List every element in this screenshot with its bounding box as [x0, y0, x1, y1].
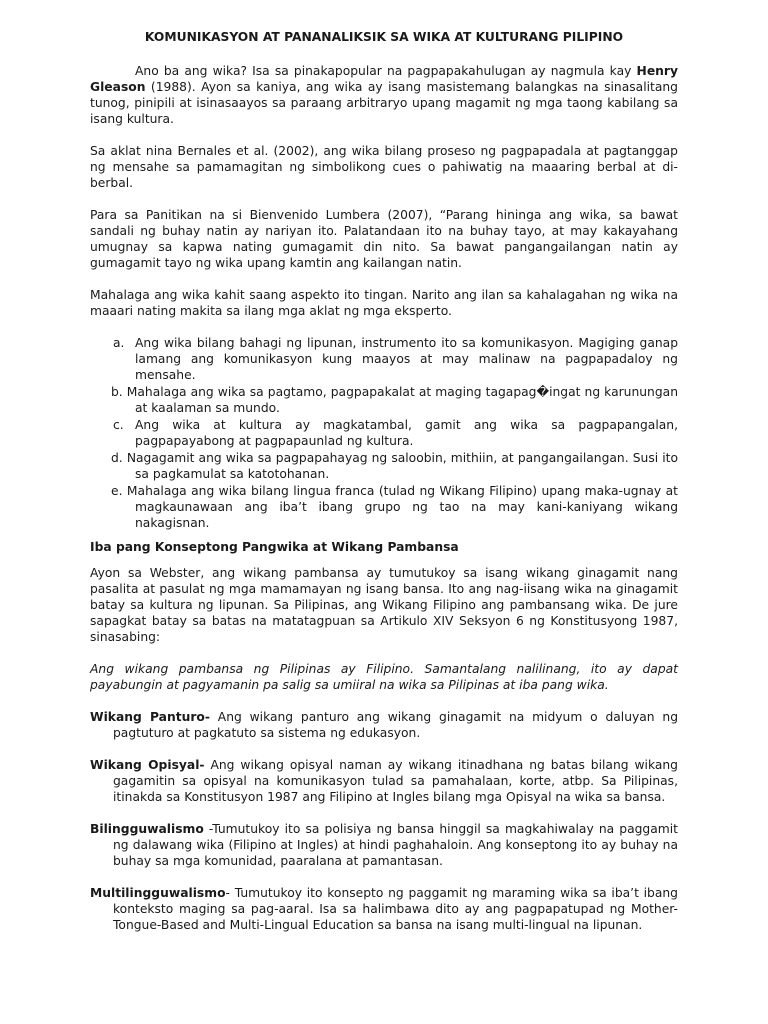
- bold-name: Henry Gleason: [90, 64, 678, 94]
- list-marker: c.: [113, 418, 124, 432]
- list-item: c. Ang wika at kultura ay magkatambal, gamit ang wika sa pagpapangalan, pagpapayabong at pagpapaunlad ng kultura.: [113, 418, 678, 448]
- list-item: b. Mahalaga ang wika sa pagtamo, pagpapakalat at maging tagapag�ingat ng karunungan at kaalaman sa mundo.: [111, 385, 678, 415]
- list-item: a. Ang wika bilang bahagi ng lipunan, instrumento ito sa komunikasyon. Magiging ganap lamang ang komunikasyon kung maayos at may malinaw na pagpapadaloy ng mensahe.: [113, 336, 678, 382]
- paragraph-bernales: Sa aklat nina Bernales et al. (2002), ang wika bilang proseso ng pagpapadala at pagtanggap ng mensahe sa pamamagitan ng simbolikong cues o pahiwatig na maaaring berbal at di-berbal.: [90, 144, 678, 190]
- term-bilingguwalismo: Bilingguwalismo -Tumutukoy ito sa polisiya ng bansa hinggil sa magkahiwalay na paggamit ng dalawang wika (Filipino at Ingles) at hindi paghahaloin. Ang konseptong ito ay buhay na buhay sa mga komunidad, paaralana at pamantasan.: [90, 822, 678, 868]
- list-marker: e.: [111, 484, 123, 498]
- term-wikang-opisyal: Wikang Opisyal- Ang wikang opisyal naman ay wikang itinadhana ng batas bilang wikang gagamitin sa opisyal na komunikasyon tulad sa pamahalaan, korte, atbp. Sa Pilipinas, itinakda sa Konstitusyon 1987 ang Filipino at Ingles bilang mga Opisyal na wika sa bansa.: [90, 758, 678, 804]
- term-multilingguwalismo: Multilingguwalismo- Tumutukoy ito konsepto ng paggamit ng maraming wika sa iba’t ibang konteksto maging sa pag-aaral. Isa sa halimbawa dito ay ang pagpapatupad ng Mother-Tongue-Based and Multi-Lingual Education sa bansa na isang multi-lingual na lipunan.: [90, 886, 678, 932]
- list-marker: d.: [111, 451, 123, 465]
- section-heading: Iba pang Konseptong Pangwika at Wikang Pambansa: [90, 540, 459, 554]
- paragraph-webster: Ayon sa Webster, ang wikang pambansa ay tumutukoy sa isang wikang ginagamit nang pasalita at pasulat ng mga mamamayan ng isang bansa. Ito ang nag-iisang wika na ginagamit batay sa kultura ng lipunan. Sa Pilipinas, ang Wikang Filipino ang pambansang wika. De jure sapagkat batay sa batas na matatagpuan sa Artikulo XIV Seksyon 6 ng Konstitusyong 1987, sinasabing:: [90, 566, 678, 644]
- paragraph-importance: Mahalaga ang wika kahit saang aspekto ito tingan. Narito ang ilan sa kahalagahan ng wika na maaari nating makita sa ilang mga aklat ng mga eksperto.: [90, 288, 678, 318]
- paragraph-text: (1988). Ayon sa kaniya, ang wika ay isang masistemang balangkas na sinasalitang tunog, pinipili at isinasaayos sa paraang arbitraryo upang magamit ng mga taong kabilang sa isang kultura.: [90, 80, 678, 126]
- constitution-quote: Ang wikang pambansa ng Pilipinas ay Filipino. Samantalang nalilinang, ito ay dapat payabungin at pagyamanin pa salig sa umiiral na wika sa Pilipinas at iba pang wika.: [90, 662, 678, 692]
- list-marker: b.: [111, 385, 123, 399]
- document-title: KOMUNIKASYON AT PANANALIKSIK SA WIKA AT KULTURANG PILIPINO: [144, 30, 624, 44]
- list-item: e. Mahalaga ang wika bilang lingua franca (tulad ng Wikang Filipino) upang maka-ugnay at magkaunawaan ang iba’t ibang grupo ng tao na may kani-kaniyang wikang nakagisnan.: [111, 484, 678, 530]
- paragraph-text: Ano ba ang wika? Isa sa pinakapopular na pagpapakahulugan ay nagmula kay: [135, 64, 637, 78]
- paragraph-gleason: [90, 63, 678, 127]
- paragraph-lumbera: Para sa Panitikan na si Bienvenido Lumbera (2007), “Parang hininga ang wika, sa bawat sandali ng buhay natin ay nariyan ito. Palatandaan ito na buhay tayo, at may kakayahang umugnay sa kapwa nating gumagamit din nito. Sa bawat pangangailangan natin ay gumagamit tayo ng wika upang kamtin ang kailangan natin.: [90, 208, 678, 270]
- term-wikang-panturo: Wikang Panturo- Ang wikang panturo ang wikang ginagamit na midyum o daluyan ng pagtuturo at pagkatuto sa sistema ng edukasyon.: [90, 710, 679, 740]
- list-item: d. Nagagamit ang wika sa pagpapahayag ng saloobin, mithiin, at pangangailangan. Susi ito sa pagkamulat sa katotohanan.: [111, 451, 678, 481]
- importance-list: [90, 335, 678, 531]
- list-marker: a.: [113, 336, 125, 350]
